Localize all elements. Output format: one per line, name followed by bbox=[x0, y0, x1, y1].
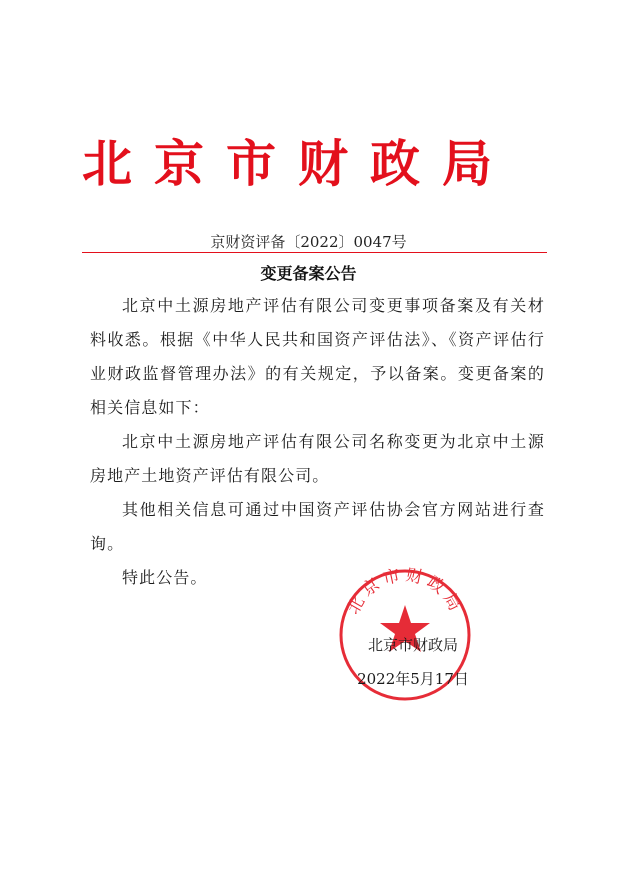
paragraph-4: 特此公告。 bbox=[122, 568, 208, 587]
paragraph-3: 其他相关信息可通过中国资产评估协会官方网站进行查询。 bbox=[90, 500, 545, 553]
signature-block bbox=[328, 628, 498, 696]
announcement-body bbox=[90, 289, 545, 595]
red-divider bbox=[82, 252, 547, 253]
signature-org: 北京市财政局 bbox=[367, 636, 458, 654]
announcement-title: 变更备案公告 bbox=[260, 264, 357, 283]
masthead-title: 北京市财政局 bbox=[82, 135, 514, 193]
paragraph-1: 北京中土源房地产评估有限公司变更事项备案及有关材料收悉。根据《中华人民共和国资产评估法》、《资产评估行业财政监督管理办法》的有关规定，予以备案。变更备案的相关信息如下： bbox=[90, 296, 545, 417]
paragraph-2: 北京中土源房地产评估有限公司名称变更为北京中土源房地产土地资产评估有限公司。 bbox=[90, 432, 545, 485]
svg-text:北京市财政局: 北京市财政局 bbox=[343, 565, 467, 618]
document-number: 京财资评备〔2022〕0047号 bbox=[210, 233, 407, 251]
signature-date: 2022年5月17日 bbox=[357, 670, 469, 688]
